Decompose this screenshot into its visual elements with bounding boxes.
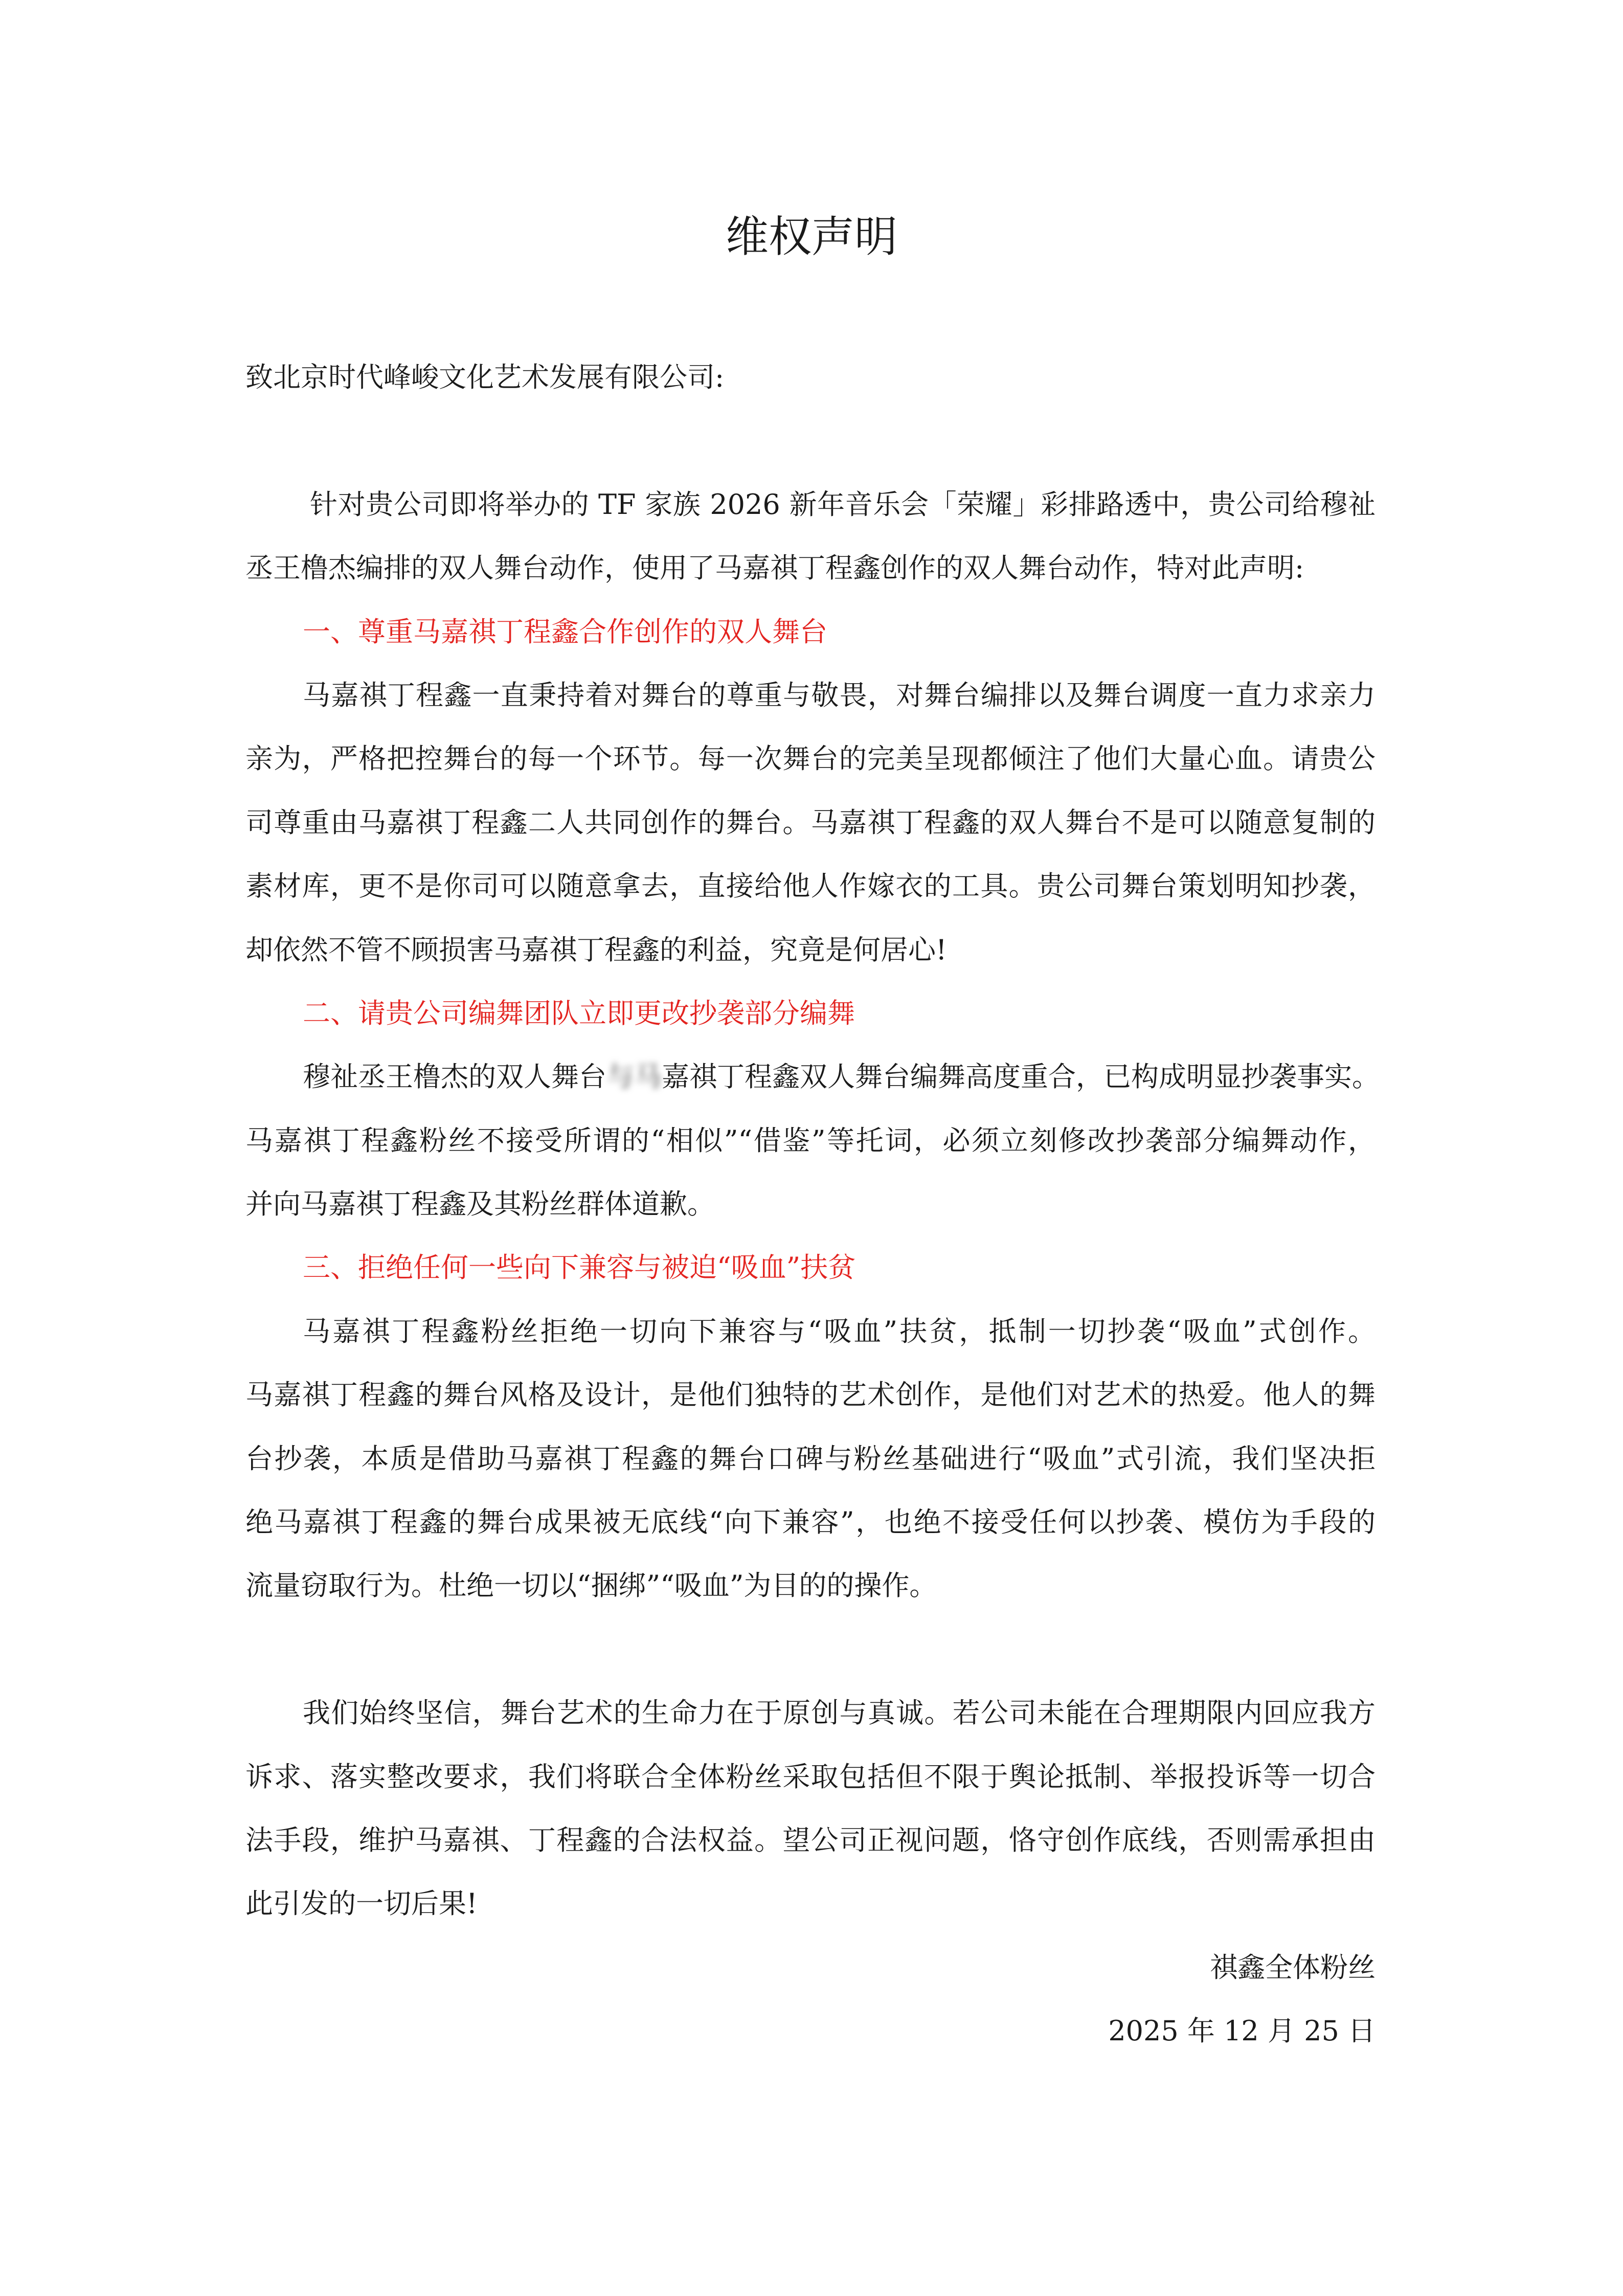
section-heading-3: 三、拒绝任何一些向下兼容与被迫“吸血”扶贫 [303, 1251, 856, 1284]
section1-line: 马嘉祺丁程鑫一直秉持着对舞台的尊重与敬畏，对舞台编排以及舞台调度一直力求亲力 [303, 679, 1376, 711]
obscured-text: 与马 [606, 1061, 662, 1093]
intro-line: 针对贵公司即将举办的 TF 家族 2026 新年音乐会「荣耀」彩排路透中，贵公司给穆祉 [310, 488, 1376, 521]
closing-line: 法手段，维护马嘉祺、丁程鑫的合法权益。望公司正视问题，恪守创作底线，否则需承担由 [245, 1824, 1376, 1856]
section3-line: 流量窃取行为。杜绝一切以“捆绑”“吸血”为目的的操作。 [245, 1569, 937, 1602]
section2-line [245, 1045, 1380, 1109]
section3-line: 绝马嘉祺丁程鑫的舞台成果被无底线“向下兼容”，也绝不接受任何以抄袭、模仿为手段的 [245, 1506, 1376, 1539]
greeting: 致北京时代峰峻文化艺术发展有限公司: [245, 361, 725, 393]
section2-text: 穆祉丞王橹杰的双人舞台 [303, 1061, 606, 1093]
document-title: 维权声明 [725, 212, 897, 262]
section3-line: 马嘉祺丁程鑫的舞台风格及设计，是他们独特的艺术创作，是他们对艺术的热爱。他人的舞 [245, 1379, 1376, 1411]
section1-line: 却依然不管不顾损害马嘉祺丁程鑫的利益，究竟是何居心! [245, 933, 947, 966]
section2-line: 马嘉祺丁程鑫粉丝不接受所谓的“相似”“借鉴”等托词，必须立刻修改抄袭部分编舞动作， [245, 1124, 1376, 1157]
signature: 祺鑫全体粉丝 [1210, 1951, 1376, 1984]
section1-line: 素材库，更不是你司可以随意拿去，直接给他人作嫁衣的工具。贵公司舞台策划明知抄袭， [245, 870, 1376, 903]
section2-text: 嘉祺丁程鑫双人舞台编舞高度重合，已构成明显抄袭事实。 [662, 1061, 1380, 1093]
section-heading-1: 一、尊重马嘉祺丁程鑫合作创作的双人舞台 [303, 615, 827, 648]
spacer [245, 1618, 1376, 1681]
closing-line: 诉求、落实整改要求，我们将联合全体粉丝采取包括但不限于舆论抵制、举报投诉等一切合 [245, 1760, 1376, 1793]
section2-line: 并向马嘉祺丁程鑫及其粉丝群体道歉。 [245, 1188, 715, 1221]
section3-line: 马嘉祺丁程鑫粉丝拒绝一切向下兼容与“吸血”扶贫，抵制一切抄袭“吸血”式创作。 [303, 1315, 1376, 1347]
closing-line: 此引发的一切后果! [245, 1887, 478, 1920]
intro-line: 丞王橹杰编排的双人舞台动作，使用了马嘉祺丁程鑫创作的双人舞台动作，特对此声明: [245, 552, 1304, 584]
closing-line: 我们始终坚信，舞台艺术的生命力在于原创与真诚。若公司未能在合理期限内回应我方 [303, 1697, 1376, 1729]
section-heading-2: 二、请贵公司编舞团队立即更改抄袭部分编舞 [303, 997, 855, 1029]
section1-line: 亲为，严格把控舞台的每一个环节。每一次舞台的完美呈现都倾注了他们大量心血。请贵公 [245, 742, 1376, 775]
spacer [245, 409, 1376, 472]
section3-line: 台抄袭，本质是借助马嘉祺丁程鑫的舞台口碑与粉丝基础进行“吸血”式引流，我们坚决拒 [245, 1442, 1376, 1475]
date: 2025 年 12 月 25 日 [1108, 2015, 1376, 2047]
document-body [245, 346, 1380, 2063]
section1-line: 司尊重由马嘉祺丁程鑫二人共同创作的舞台。马嘉祺丁程鑫的双人舞台不是可以随意复制的 [245, 806, 1376, 839]
